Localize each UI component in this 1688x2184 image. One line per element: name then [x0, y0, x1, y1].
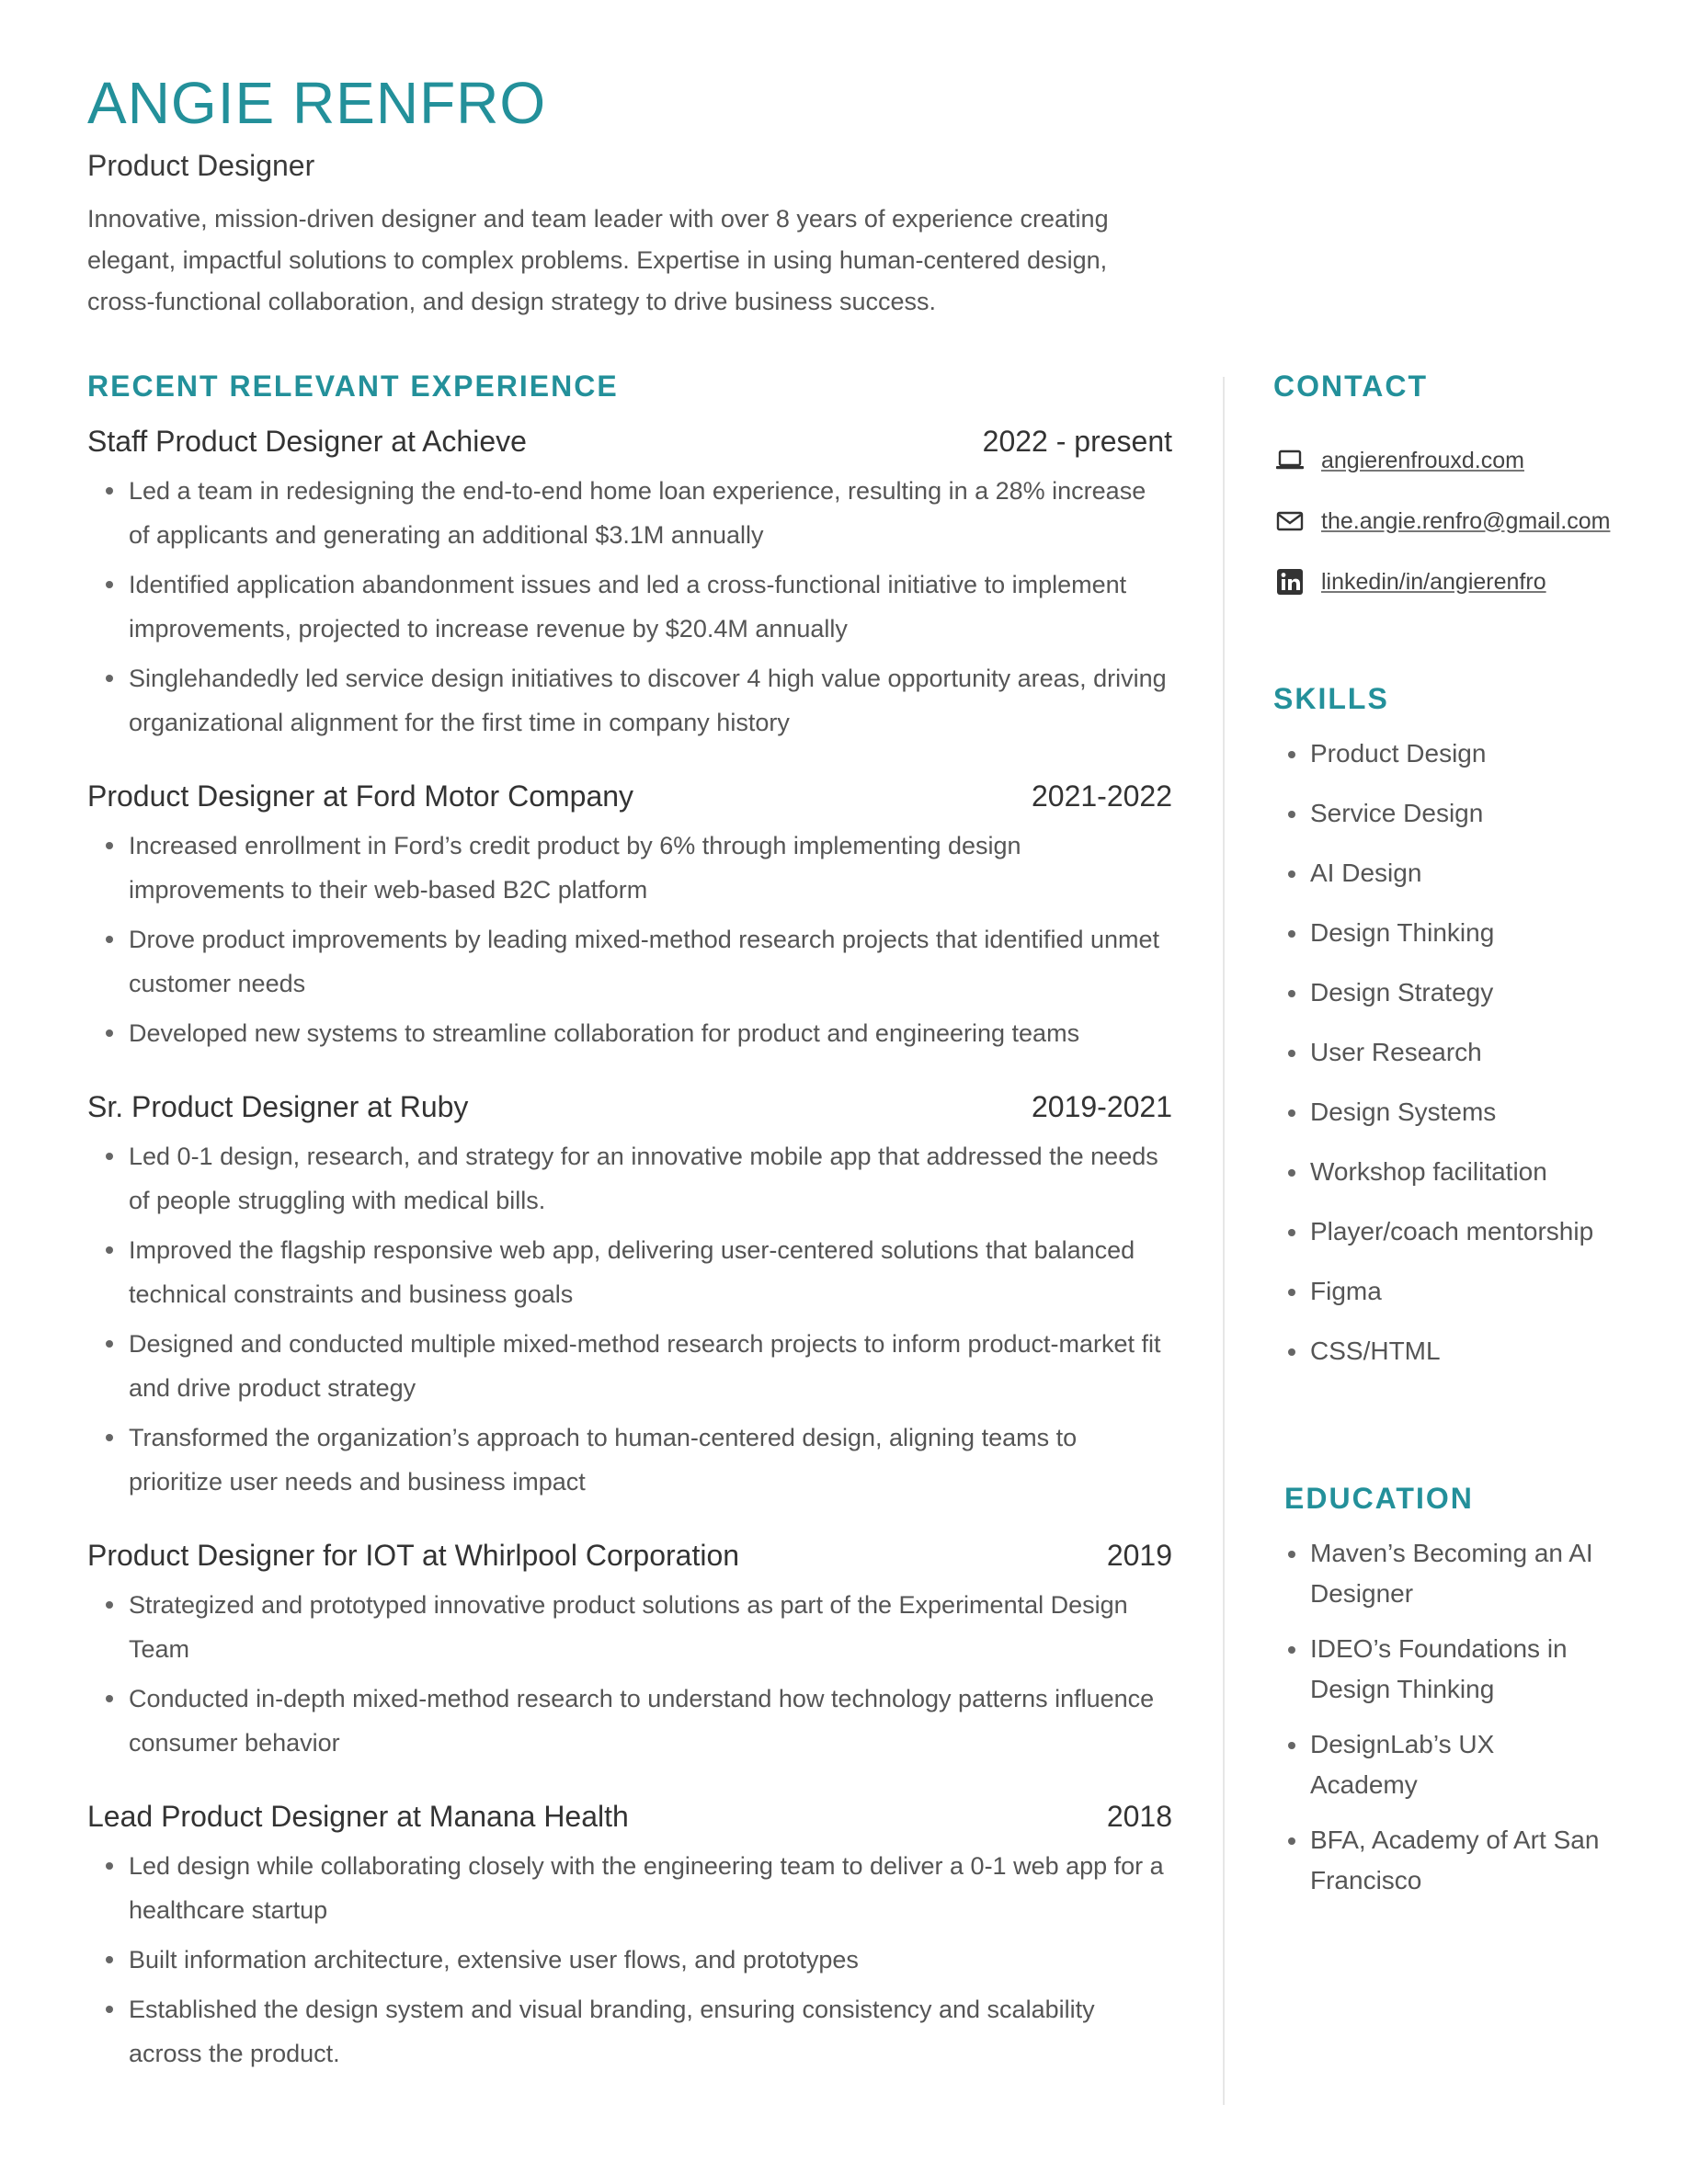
education-heading: EDUCATION [1284, 1482, 1474, 1515]
candidate-title: Product Designer [87, 149, 315, 182]
job-bullet: Conducted in-depth mixed-method research to understand how technology patterns influence consumer behavior [87, 1677, 1172, 1765]
experience-heading: RECENT RELEVANT EXPERIENCE [87, 370, 619, 403]
education-item: DesignLab’s UX Academy [1273, 1724, 1604, 1805]
job-dates: 2022 - present [982, 425, 1172, 458]
education-item: IDEO’s Foundations in Design Thinking [1273, 1629, 1604, 1710]
job-entry [87, 776, 1172, 1055]
email-link[interactable]: the.angie.renfro@gmail.com [1321, 507, 1611, 534]
experience-section [87, 368, 1172, 2107]
job-dates: 2019 [1106, 1539, 1172, 1572]
job-dates: 2019-2021 [1031, 1090, 1172, 1123]
job-entry [87, 1535, 1172, 1765]
job-bullet: Led design while collaborating closely with the engineering team to deliver a 0-1 web app for a healthcare startup [87, 1844, 1172, 1932]
skill-item: Product Design [1273, 734, 1659, 774]
job-bullet: Strategized and prototyped innovative product solutions as part of the Experimental Design Team [87, 1583, 1172, 1671]
education-item: BFA, Academy of Art San Francisco [1273, 1820, 1604, 1901]
job-entry [87, 1086, 1172, 1504]
contact-website [1273, 430, 1659, 491]
job-bullet: Built information architecture, extensive user flows, and prototypes [87, 1938, 1172, 1982]
skill-item: User Research [1273, 1032, 1659, 1073]
skills-section [1273, 680, 1659, 1391]
skill-item: Design Systems [1273, 1092, 1659, 1132]
job-bullet: Designed and conducted multiple mixed-method research projects to inform product-market fit and drive product strategy [87, 1322, 1172, 1410]
mail-icon [1273, 505, 1306, 538]
skills-heading: SKILLS [1273, 682, 1389, 715]
linkedin-icon [1273, 565, 1306, 598]
skill-item: Workshop facilitation [1273, 1152, 1659, 1192]
job-entry [87, 1796, 1172, 2076]
job-bullet: Increased enrollment in Ford’s credit product by 6% through implementing design improvements to their web-based B2C platform [87, 824, 1172, 912]
skill-item: Figma [1273, 1271, 1659, 1312]
job-bullet: Established the design system and visual branding, ensuring consistency and scalability across the product. [87, 1987, 1172, 2076]
skill-item: Service Design [1273, 793, 1659, 834]
education-item: Maven’s Becoming an AI Designer [1273, 1533, 1604, 1614]
summary: Innovative, mission-driven designer and team leader with over 8 years of experience creating elegant, impactful solutions to complex problems. Expertise in using human-centered design, cross-functional collaboration, and design strategy to drive business success. [87, 205, 1109, 315]
job-role: Staff Product Designer at Achieve [87, 425, 527, 458]
job-dates: 2018 [1106, 1800, 1172, 1833]
skill-item: Design Strategy [1273, 973, 1659, 1013]
job-entry [87, 421, 1172, 745]
contact-linkedin [1273, 552, 1659, 612]
skill-item: AI Design [1273, 853, 1659, 893]
skill-item: Player/coach mentorship [1273, 1211, 1659, 1252]
job-bullet: Led 0-1 design, research, and strategy for an innovative mobile app that addressed the needs of people struggling with medical bills. [87, 1134, 1172, 1223]
job-bullet: Singlehandedly led service design initiatives to discover 4 high value opportunity areas, driving organizational alignment for the first time in company history [87, 656, 1172, 745]
linkedin-link[interactable]: linkedin/in/angierenfro [1321, 568, 1546, 595]
job-role: Product Designer at Ford Motor Company [87, 779, 634, 813]
job-role: Lead Product Designer at Manana Health [87, 1800, 629, 1833]
job-role: Sr. Product Designer at Ruby [87, 1090, 469, 1123]
job-bullet: Identified application abandonment issues and led a cross-functional initiative to implement improvements, projected to increase revenue by $20.4M annually [87, 563, 1172, 651]
contact-section [1273, 368, 1659, 612]
job-bullet: Transformed the organization’s approach to human-centered design, aligning teams to prioritize user needs and business impact [87, 1416, 1172, 1504]
website-link[interactable]: angierenfrouxd.com [1321, 447, 1524, 473]
column-divider [1223, 377, 1225, 2105]
job-dates: 2021-2022 [1031, 779, 1172, 813]
job-bullet: Drove product improvements by leading mixed-method research projects that identified unmet customer needs [87, 917, 1172, 1006]
job-role: Product Designer for IOT at Whirlpool Corporation [87, 1539, 740, 1572]
contact-email [1273, 491, 1659, 552]
skill-item: CSS/HTML [1273, 1331, 1659, 1371]
education-section [1284, 1480, 1671, 1916]
candidate-name: ANGIE RENFRO [87, 70, 547, 136]
skill-item: Design Thinking [1273, 913, 1659, 953]
job-bullet: Led a team in redesigning the end-to-end home loan experience, resulting in a 28% increase of applicants and generating an additional $3.1M annually [87, 469, 1172, 557]
laptop-icon [1273, 444, 1306, 477]
contact-heading: CONTACT [1273, 370, 1429, 403]
job-bullet: Improved the flagship responsive web app, delivering user-centered solutions that balanced technical constraints and business goals [87, 1228, 1172, 1316]
job-bullet: Developed new systems to streamline collaboration for product and engineering teams [87, 1011, 1172, 1055]
